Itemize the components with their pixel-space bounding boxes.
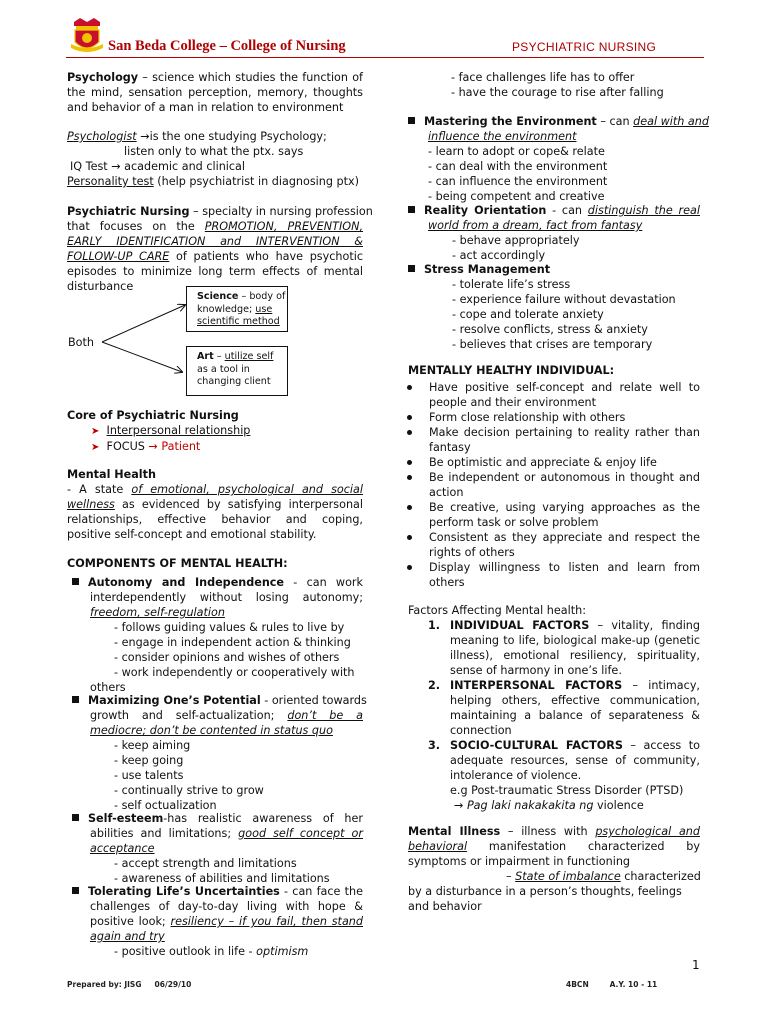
factor-title: INTERPERSONAL FACTORS	[450, 679, 623, 692]
tolerating-line4: again and try	[90, 930, 165, 943]
core-patient: → Patient	[148, 440, 201, 453]
arrow-right-icon: →	[454, 799, 467, 812]
illness-l1-em: psychological and	[595, 825, 700, 838]
psychiatric-nursing-def: – specialty in nursing profession	[189, 205, 373, 218]
illness-l3: symptoms or impairment in functioning	[408, 855, 631, 868]
arrow-right-icon: →	[140, 130, 150, 143]
mastering-sub: - can deal with the environment	[428, 160, 608, 173]
potential-title: Maximizing One’s Potential	[88, 694, 261, 707]
core-item	[67, 423, 363, 439]
mastering-line2: influence the environment	[428, 130, 577, 143]
esteem-sub: - awareness of abilities and limitations	[114, 872, 330, 885]
tolerating-optimism: optimism	[256, 945, 309, 958]
autonomy-sub: - consider opinions and wishes of others	[114, 651, 340, 664]
psychologist-def: is the one studying Psychology;	[149, 130, 327, 143]
tolerating-line1-post: - can face the	[279, 885, 363, 898]
reality-sub: - behave appropriately	[452, 234, 580, 247]
core-section	[67, 408, 363, 455]
factor-item	[408, 738, 700, 813]
healthy-item-line: rights of others	[429, 546, 515, 559]
illness-l4-post: characterized	[620, 870, 701, 883]
bullet-dot-icon	[407, 415, 412, 420]
illness-l1-post: – illness with	[500, 825, 596, 838]
illness-l4-pre: –	[506, 870, 516, 883]
tolerating-line2: challenges of day-to-day living with hope &	[90, 900, 363, 913]
both-label: Both	[68, 336, 94, 349]
healthy-item-line: Consistent as they appreciate and respect the	[429, 531, 700, 544]
reality-block	[408, 203, 700, 263]
esteem-line1-post: -has realistic awareness of her	[163, 812, 363, 825]
factor-l1-post: – vitality, finding	[589, 619, 701, 632]
factor-line: illness), emotional resiliency, spirituality,	[450, 649, 700, 662]
potential-sub: - self octualization	[114, 799, 217, 812]
factor-line: sense of harmony in one’s life.	[450, 664, 622, 677]
healthy-item-line: Form close relationship with others	[429, 411, 626, 424]
components-title: COMPONENTS OF MENTAL HEALTH:	[67, 557, 288, 570]
potential-sub: - use talents	[114, 769, 184, 782]
healthy-item	[429, 500, 700, 530]
footer-class-year: 4BCN A.Y. 10 - 11	[566, 980, 658, 989]
header-subject: PSYCHIATRIC NURSING	[512, 40, 657, 54]
autonomy-line1-post: - can work	[284, 576, 363, 589]
stress-sub: - experience failure without devastation	[452, 293, 676, 306]
mastering-sub: - can influence the environment	[428, 175, 608, 188]
tolerating-sub-pre: - positive outlook in life -	[114, 945, 257, 958]
healthy-item-line: fantasy	[429, 441, 471, 454]
mh-line3: relationships, effective behavior and coping,	[67, 513, 363, 526]
components-section	[67, 556, 363, 571]
right-top-sub: - face challenges life has to offer	[451, 71, 635, 84]
college-seal-icon	[70, 16, 104, 56]
factor-line: maintaining a balance of separateness &	[450, 709, 700, 722]
reality-line1-post: - can	[546, 204, 588, 217]
illness-term: Mental Illness	[408, 825, 501, 838]
core-focus: FOCUS	[106, 440, 149, 453]
art-line3: changing client	[197, 376, 271, 387]
stress-sub: - cope and tolerate anxiety	[452, 308, 604, 321]
illness-l5: by a disturbance in a person’s thoughts, feelings	[408, 885, 682, 898]
square-bullet-icon	[72, 696, 79, 703]
mh-line4: positive self-concept and emotional stability.	[67, 528, 317, 541]
healthy-item-line: Make decision pertaining to reality rather than	[429, 426, 700, 439]
psychologist-definition	[67, 129, 359, 189]
footer-prepared-by: Prepared by: JISG 06/29/10	[67, 980, 192, 989]
autonomy-line2: interdependently without losing autonomy;	[90, 591, 363, 604]
reality-line1-em: distinguish the real	[587, 204, 700, 217]
mh-line1-pre: - A state	[67, 483, 132, 496]
bullet-dot-icon	[407, 535, 412, 540]
art-dash: –	[213, 351, 225, 362]
tolerating-title: Tolerating Life’s Uncertainties	[88, 885, 280, 898]
reality-sub: - act accordingly	[452, 249, 546, 262]
illness-state-of-imbalance: State of imbalance	[515, 870, 621, 883]
factor-eg2-post: violence	[593, 799, 644, 812]
esteem-line3: acceptance	[90, 842, 155, 855]
arrowhead-bullet-icon: ➤	[91, 426, 100, 437]
healthy-item	[429, 380, 700, 410]
personality-test-def: (help psychiatrist in diagnosing ptx)	[153, 175, 360, 188]
bullet-dot-icon	[407, 505, 412, 510]
healthy-section	[408, 363, 700, 590]
potential-line2-pre: growth and self-actualization;	[90, 709, 288, 722]
factor-num: 3.	[428, 739, 441, 752]
autonomy-sub: - work independently or cooperatively with	[114, 666, 355, 679]
illness-l2-post: manifestation characterized by	[467, 840, 700, 853]
mh-wellness: wellness	[67, 498, 115, 511]
healthy-item	[429, 530, 700, 560]
mastering-block	[408, 114, 709, 204]
bullet-dot-icon	[407, 385, 412, 390]
psychologist-term: Psychologist	[67, 130, 137, 143]
healthy-item	[429, 470, 700, 500]
healthy-item-line: perform task or solve problem	[429, 516, 599, 529]
autonomy-line3: freedom, self-regulation	[90, 606, 225, 619]
healthy-item-line: Be independent or autonomous in thought and	[429, 471, 700, 484]
stress-title: Stress Management	[424, 263, 551, 276]
mental-health-title: Mental Health	[67, 468, 156, 481]
square-bullet-icon	[408, 117, 415, 124]
tolerating-line3-em: resiliency – if you fail, then stand	[170, 915, 363, 928]
science-box	[186, 286, 288, 332]
factors-title: Factors Affecting Mental health:	[408, 604, 586, 617]
bullet-dot-icon	[407, 475, 412, 480]
reality-title: Reality Orientation	[424, 204, 547, 217]
healthy-item-line: Have positive self-concept and relate well to	[429, 381, 700, 394]
psychology-line: and behavior of a man in relation to environment	[67, 101, 344, 114]
psychology-term: Psychology	[67, 71, 139, 84]
factor-l1-post: – intimacy,	[622, 679, 700, 692]
healthy-item-line: Display willingness to listen and learn from	[429, 561, 700, 574]
mastering-line1-post: – can	[596, 115, 634, 128]
potential-sub: - keep going	[114, 754, 184, 767]
psychologist-line2: listen only to what the ptx. says	[124, 145, 304, 158]
autonomy-block	[72, 575, 363, 695]
science-term: Science	[197, 291, 239, 302]
illness-l6: and behavior	[408, 900, 482, 913]
square-bullet-icon	[408, 206, 415, 213]
potential-sub: - keep aiming	[114, 739, 191, 752]
healthy-item	[429, 425, 700, 455]
autonomy-sub: others	[90, 681, 126, 694]
healthy-item	[429, 410, 700, 425]
esteem-line2-em: good self concept or	[238, 827, 364, 840]
factor-num: 1.	[428, 619, 441, 632]
factor-num: 2.	[428, 679, 441, 692]
art-line2: as a tool in	[197, 363, 250, 375]
tolerating-block	[72, 884, 363, 959]
autonomy-title: Autonomy and Independence	[88, 576, 285, 589]
art-utilize-self: utilize self	[224, 351, 274, 362]
pn-follow-up-care: FOLLOW-UP CARE	[67, 250, 170, 263]
factor-line: adequate resources, sense of community,	[450, 754, 700, 767]
healthy-title: MENTALLY HEALTHY INDIVIDUAL:	[408, 364, 615, 377]
core-item-text: Interpersonal relationship	[106, 424, 251, 437]
science-use: use	[255, 303, 273, 315]
pn-promotion-prevention: PROMOTION, PREVENTION,	[204, 220, 364, 233]
esteem-line2-pre: abilities and limitations;	[90, 827, 239, 840]
autonomy-sub: - engage in independent action & thinking	[114, 636, 351, 649]
autonomy-sub: - follows guiding values & rules to live by	[114, 621, 345, 634]
mental-illness-section	[408, 824, 700, 914]
healthy-item-line: Be creative, using varying approaches as the	[429, 501, 700, 514]
psychology-line: the mind, sensation perception, memory, thoughts	[67, 86, 363, 99]
arrowhead-bullet-icon: ➤	[91, 442, 100, 453]
pn-line6: disturbance	[67, 280, 134, 293]
stress-sub: - tolerate life’s stress	[452, 278, 571, 291]
factors-section	[408, 603, 700, 813]
header-college-title: San Beda College – College of Nursing	[108, 38, 346, 54]
psychiatric-nursing-term: Psychiatric Nursing	[67, 205, 190, 218]
mastering-sub: - learn to adopt or cope& relate	[428, 145, 605, 158]
psychology-def-line: – science which studies the function of	[138, 71, 363, 84]
science-method: scientific method	[197, 316, 280, 327]
potential-line1-post: - oriented towards	[260, 694, 367, 707]
square-bullet-icon	[408, 265, 415, 272]
factor-eg2-em: Pag laki nakakakita ng	[466, 799, 594, 812]
factor-l1-post: – access to	[622, 739, 700, 752]
factor-line: intolerance of violence.	[450, 769, 582, 782]
healthy-item-line: Be optimistic and appreciate & enjoy life	[429, 456, 657, 469]
pn-line2-pre: that focuses on the	[67, 220, 205, 233]
personality-test-term: Personality test	[67, 175, 154, 188]
square-bullet-icon	[72, 578, 79, 585]
header-rule	[66, 57, 704, 58]
reality-line2: world from a dream, fact from fantasy	[428, 219, 643, 232]
pn-line5: episodes to minimize long term effects of mental	[67, 265, 363, 278]
factor-item	[408, 618, 700, 678]
bullet-dot-icon	[407, 565, 412, 570]
factor-title: INDIVIDUAL FACTORS	[450, 619, 590, 632]
science-line2: knowledge;	[197, 303, 256, 315]
factor-line: connection	[450, 724, 512, 737]
psychology-definition	[67, 70, 363, 115]
potential-block	[72, 693, 367, 813]
factor-eg: e.g Post-traumatic Stress Disorder (PTSD)	[450, 784, 684, 797]
mastering-line1-em: deal with and	[633, 115, 709, 128]
science-art-diagram	[60, 280, 320, 400]
illness-behavioral: behavioral	[408, 840, 468, 853]
factor-item	[408, 678, 700, 738]
healthy-item	[429, 455, 700, 470]
art-box	[186, 346, 288, 396]
healthy-item-line: people and their environment	[429, 396, 596, 409]
bullet-dot-icon	[407, 460, 412, 465]
square-bullet-icon	[72, 887, 79, 894]
esteem-title: Self-esteem	[88, 812, 164, 825]
mastering-sub: - being competent and creative	[428, 190, 605, 203]
pn-early-identification: EARLY IDENTIFICATION and INTERVENTION &	[67, 235, 363, 248]
page-number: 1	[692, 958, 700, 972]
science-def: – body of	[238, 291, 286, 302]
esteem-block	[72, 811, 363, 886]
healthy-item-line: action	[429, 486, 464, 499]
factor-line: meaning to life, biological make-up (genetic	[450, 634, 700, 647]
art-term: Art	[197, 351, 214, 362]
healthy-item-line: others	[429, 576, 465, 589]
stress-block	[408, 262, 700, 352]
stress-sub: - believes that crises are temporary	[452, 338, 653, 351]
core-title: Core of Psychiatric Nursing	[67, 409, 239, 422]
healthy-item	[429, 560, 700, 590]
stress-sub: - resolve conflicts, stress & anxiety	[452, 323, 648, 336]
right-top-subs	[451, 70, 664, 100]
factor-title: SOCIO-CULTURAL FACTORS	[450, 739, 623, 752]
square-bullet-icon	[72, 814, 79, 821]
potential-sub: - continually strive to grow	[114, 784, 264, 797]
mh-line2-post: as evidenced by satisfying interpersonal	[114, 498, 363, 511]
potential-line2-em: don’t be a	[287, 709, 363, 722]
esteem-sub: - accept strength and limitations	[114, 857, 297, 870]
mh-line1-em: of emotional, psychological and social	[131, 483, 363, 496]
tolerating-line3-pre: positive look;	[90, 915, 171, 928]
pn-line4-post: of patients who have psychotic	[169, 250, 363, 263]
mastering-title: Mastering the Environment	[424, 115, 597, 128]
right-top-sub: - have the courage to rise after falling	[451, 86, 664, 99]
potential-line3: mediocre; don’t be contented in status quo	[90, 724, 333, 737]
iq-test-line: IQ Test → academic and clinical	[70, 160, 246, 173]
factor-line: helping others, effective communication,	[450, 694, 700, 707]
core-item	[67, 439, 363, 455]
bullet-dot-icon	[407, 430, 412, 435]
mental-health-section	[67, 467, 363, 542]
